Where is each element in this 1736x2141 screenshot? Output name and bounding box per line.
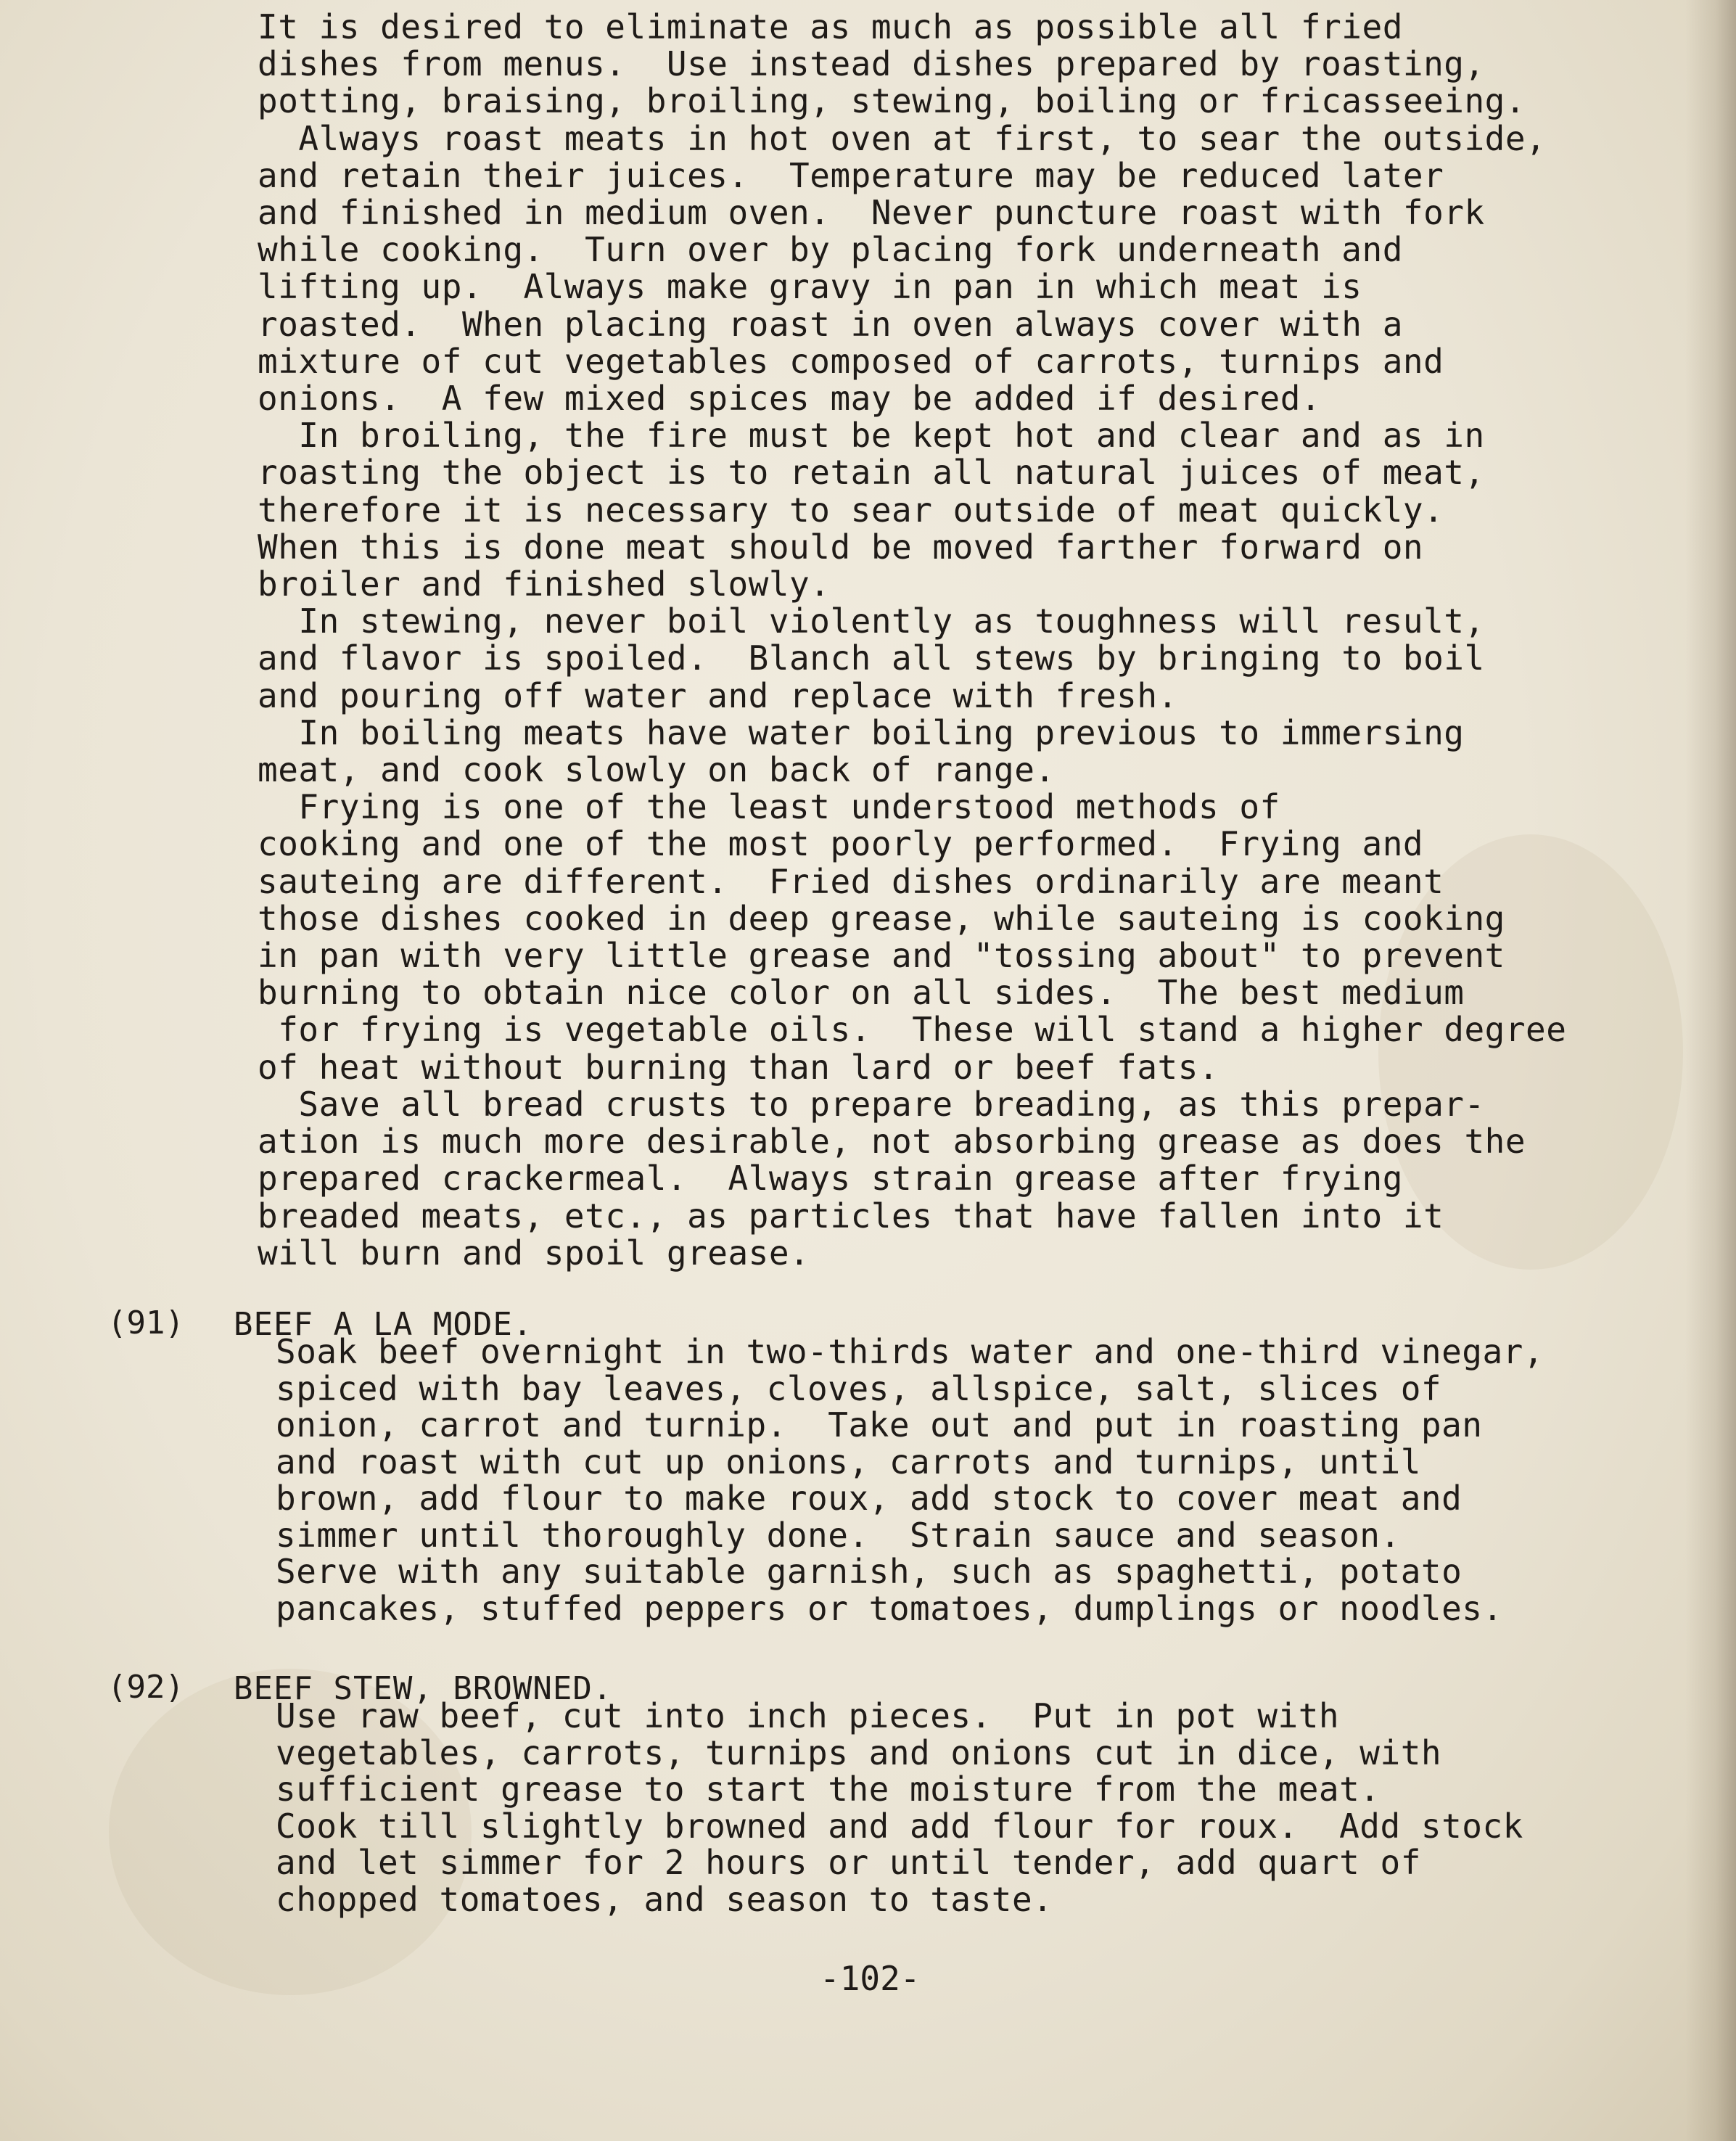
text-line: When this is done meat should be moved farther forward on bbox=[258, 527, 1424, 567]
text-line: Serve with any suitable garnish, such as spaghetti, potato bbox=[276, 1552, 1463, 1591]
text-line: onion, carrot and turnip. Take out and put in roasting pan bbox=[276, 1405, 1483, 1445]
text-line: ation is much more desirable, not absorbing grease as does the bbox=[258, 1122, 1526, 1162]
text-line: potting, braising, broiling, stewing, boiling or fricasseeing. bbox=[258, 81, 1526, 121]
text-line: meat, and cook slowly on back of range. bbox=[258, 750, 1056, 790]
text-line: for frying is vegetable oils. These will stand a higher degree bbox=[258, 1010, 1567, 1050]
text-line: simmer until thoroughly done. Strain sauce and season. bbox=[276, 1515, 1401, 1555]
page-number: -102- bbox=[820, 1959, 921, 1998]
text-line: In boiling meats have water boiling previous to immersing bbox=[258, 712, 1465, 752]
text-line: brown, add flour to make roux, add stock to cover meat and bbox=[276, 1479, 1463, 1518]
text-line: Save all bread crusts to prepare breading, as this prepar- bbox=[258, 1084, 1485, 1124]
text-line: Frying is one of the least understood methods of bbox=[258, 787, 1280, 827]
text-line: while cooking. Turn over by placing fork underneath and bbox=[258, 230, 1403, 270]
text-line: Cook till slightly browned and add flour for roux. Add stock bbox=[276, 1806, 1523, 1846]
recipe-title-91: BEEF A LA MODE. bbox=[234, 1306, 533, 1343]
text-line: In stewing, never boil violently as toughness will result, bbox=[258, 601, 1485, 641]
text-line: prepared crackermeal. Always strain grease after frying bbox=[258, 1159, 1403, 1199]
text-line: lifting up. Always make gravy in pan in which meat is bbox=[258, 267, 1362, 307]
text-line: roasting the object is to retain all natural juices of meat, bbox=[258, 453, 1485, 493]
text-line: and finished in medium oven. Never puncture roast with fork bbox=[258, 193, 1485, 233]
recipe-number-91: (91) bbox=[107, 1304, 184, 1341]
text-line: spiced with bay leaves, cloves, allspice, salt, slices of bbox=[276, 1368, 1442, 1408]
text-line: and flavor is spoiled. Blanch all stews by bringing to boil bbox=[258, 638, 1485, 678]
text-line: roasted. When placing roast in oven always cover with a bbox=[258, 304, 1403, 344]
text-line: will burn and spoil grease. bbox=[258, 1233, 810, 1273]
text-line: breaded meats, etc., as particles that have fallen into it bbox=[258, 1196, 1444, 1236]
recipe-body-91 bbox=[276, 1333, 1544, 1627]
text-line: vegetables, carrots, turnips and onions cut in dice, with bbox=[276, 1733, 1442, 1772]
text-line: Soak beef overnight in two-thirds water and one-third vinegar, bbox=[276, 1332, 1544, 1371]
text-line: sauteing are different. Fried dishes ordinarily are meant bbox=[258, 861, 1444, 901]
intro-text bbox=[258, 9, 1566, 1272]
text-line: In broiling, the fire must be kept hot and clear and as in bbox=[258, 416, 1485, 456]
text-line: in pan with very little grease and "tossing about" to prevent bbox=[258, 936, 1505, 976]
text-line: chopped tomatoes, and season to taste. bbox=[276, 1879, 1053, 1919]
text-line: those dishes cooked in deep grease, while sauteing is cooking bbox=[258, 898, 1505, 938]
text-line: and pouring off water and replace with fresh. bbox=[258, 675, 1178, 715]
text-line: Use raw beef, cut into inch pieces. Put in pot with bbox=[276, 1696, 1340, 1735]
text-line: onions. A few mixed spices may be added if desired. bbox=[258, 379, 1322, 419]
text-line: therefore it is necessary to sear outside of meat quickly. bbox=[258, 490, 1444, 530]
text-line: cooking and one of the most poorly performed. Frying and bbox=[258, 824, 1424, 864]
text-line: and roast with cut up onions, carrots and turnips, until bbox=[276, 1442, 1421, 1482]
text-line: mixture of cut vegetables composed of carrots, turnips and bbox=[258, 341, 1444, 381]
recipe-number-92: (92) bbox=[107, 1669, 184, 1706]
text-line: sufficient grease to start the moisture from the meat. bbox=[276, 1770, 1381, 1809]
recipe-title-92: BEEF STEW, BROWNED. bbox=[234, 1670, 613, 1707]
text-line: of heat without burning than lard or beef fats. bbox=[258, 1047, 1219, 1087]
page-edge-shadow bbox=[1685, 0, 1736, 2141]
text-line: pancakes, stuffed peppers or tomatoes, dumplings or noodles. bbox=[276, 1588, 1503, 1628]
text-line: broiler and finished slowly. bbox=[258, 564, 831, 604]
text-line: burning to obtain nice color on all sides. The best medium bbox=[258, 973, 1465, 1013]
recipe-body-92 bbox=[276, 1698, 1523, 1918]
text-line: and let simmer for 2 hours or until tender, add quart of bbox=[276, 1843, 1421, 1882]
text-line: dishes from menus. Use instead dishes prepared by roasting, bbox=[258, 44, 1485, 84]
text-line: Always roast meats in hot oven at first, to sear the outside, bbox=[258, 118, 1547, 158]
text-line: and retain their juices. Temperature may be reduced later bbox=[258, 155, 1444, 195]
text-line: It is desired to eliminate as much as possible all fried bbox=[258, 7, 1403, 46]
